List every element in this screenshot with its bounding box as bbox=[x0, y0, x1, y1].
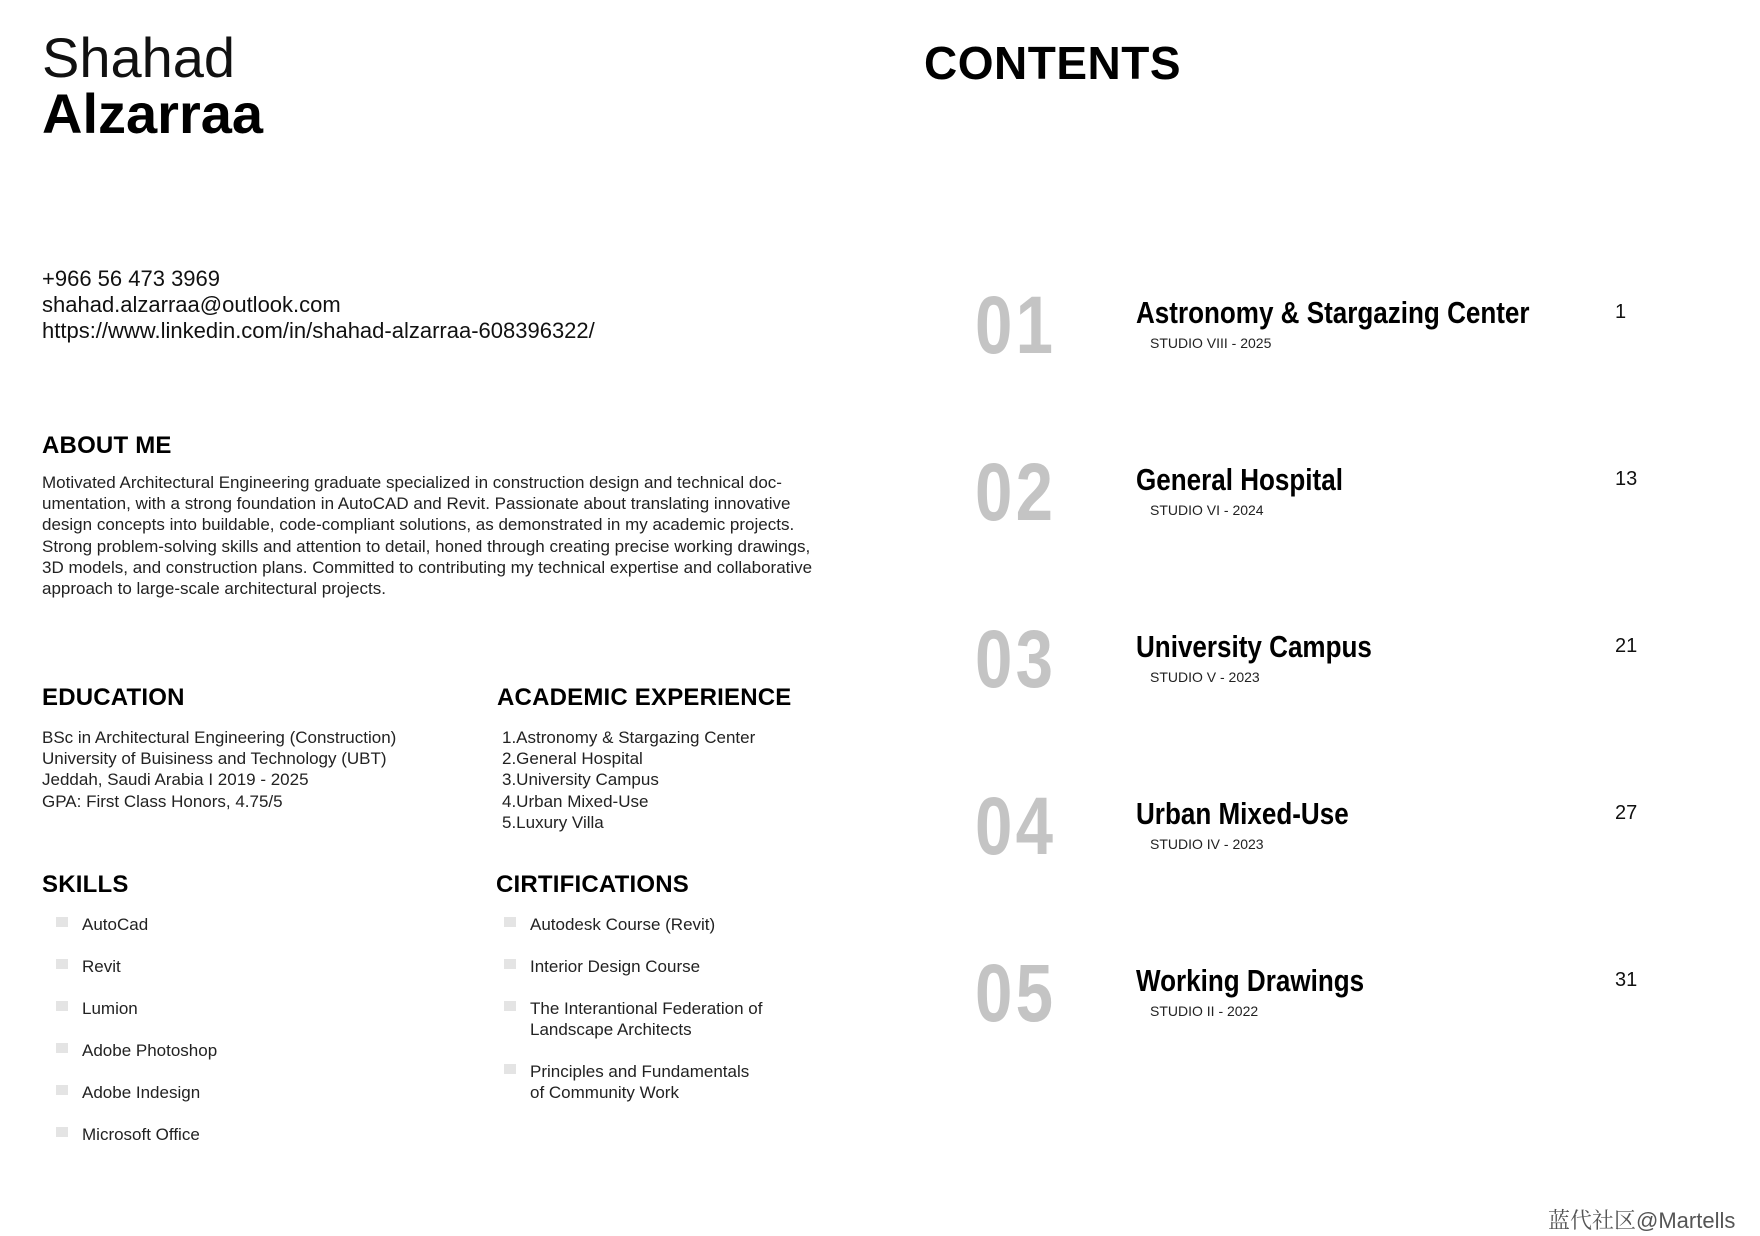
academic-item: 1.Astronomy & Stargazing Center bbox=[502, 728, 756, 747]
skill-item bbox=[42, 956, 217, 977]
education-line: BSc in Architectural Engineering (Construction) bbox=[42, 728, 397, 747]
skill-item bbox=[42, 1040, 217, 1061]
contact-block bbox=[42, 266, 595, 344]
toc-page-number: 31 bbox=[1615, 969, 1638, 991]
skill-label: Adobe Indesign bbox=[82, 1083, 201, 1102]
certification-item bbox=[490, 914, 762, 935]
toc-number: 05 bbox=[975, 948, 1057, 1039]
toc-entry[interactable] bbox=[975, 948, 1675, 1053]
skill-label: Adobe Photoshop bbox=[82, 1041, 218, 1060]
skill-label: Lumion bbox=[82, 999, 138, 1018]
academic-list bbox=[502, 727, 755, 833]
toc-title: Working Drawings bbox=[1136, 963, 1365, 998]
skill-item bbox=[42, 998, 217, 1019]
bullet-square-icon bbox=[56, 917, 68, 927]
toc-number: 02 bbox=[975, 447, 1057, 538]
about-title: ABOUT ME bbox=[42, 432, 172, 459]
linkedin-url: https://www.linkedin.com/in/shahad-alzarraa-608396322/ bbox=[42, 318, 595, 343]
toc-studio: STUDIO II - 2022 bbox=[1150, 1003, 1259, 1019]
first-name: Shahad bbox=[42, 26, 236, 89]
bullet-square-icon bbox=[56, 1127, 68, 1137]
toc-studio: STUDIO IV - 2023 bbox=[1150, 836, 1264, 852]
certification-item bbox=[490, 998, 762, 1040]
certification-label: The Interantional Federation of bbox=[530, 999, 763, 1018]
toc-entry[interactable] bbox=[975, 614, 1675, 719]
toc-studio: STUDIO V - 2023 bbox=[1150, 669, 1260, 685]
toc-studio: STUDIO VI - 2024 bbox=[1150, 502, 1264, 518]
skill-item bbox=[42, 1082, 217, 1103]
toc-number: 01 bbox=[975, 280, 1057, 371]
skill-label: Microsoft Office bbox=[82, 1125, 200, 1144]
bullet-square-icon bbox=[56, 1001, 68, 1011]
toc-page-number: 1 bbox=[1615, 301, 1627, 323]
toc-title: Astronomy & Stargazing Center bbox=[1136, 295, 1530, 330]
academic-item: 4.Urban Mixed-Use bbox=[502, 791, 649, 811]
toc-studio: STUDIO VIII - 2025 bbox=[1150, 335, 1272, 351]
skill-item bbox=[42, 914, 217, 935]
skill-label: AutoCad bbox=[82, 915, 149, 934]
toc-entry[interactable] bbox=[975, 781, 1675, 886]
academic-title: ACADEMIC EXPERIENCE bbox=[497, 684, 792, 711]
about-line: design concepts into buildable, code-compliant solutions, as demonstrated in my academic projects. bbox=[42, 515, 795, 535]
certification-label-line2: of Community Work bbox=[530, 1083, 679, 1102]
skill-label: Revit bbox=[82, 957, 121, 976]
bullet-square-icon bbox=[504, 1001, 516, 1011]
toc-page-number: 13 bbox=[1615, 468, 1638, 490]
bullet-square-icon bbox=[56, 1085, 68, 1095]
education-title: EDUCATION bbox=[42, 684, 185, 711]
certification-label: Autodesk Course (Revit) bbox=[530, 915, 716, 934]
skill-item bbox=[42, 1124, 217, 1145]
watermark-text: 蓝代社区@Martells bbox=[1548, 1208, 1736, 1233]
certification-item bbox=[490, 956, 762, 977]
about-line: Motivated Architectural Engineering graduate specialized in construction design and technical doc- bbox=[42, 473, 782, 492]
certifications-list bbox=[490, 914, 762, 1103]
education-line: Jeddah, Saudi Arabia I 2019 - 2025 bbox=[42, 770, 309, 790]
certifications-title: CIRTIFICATIONS bbox=[496, 871, 690, 898]
about-line: 3D models, and construction plans. Committed to contributing my technical expertise and collaborative bbox=[42, 557, 813, 577]
toc-entry[interactable] bbox=[975, 280, 1675, 385]
about-line: umentation, with a strong foundation in AutoCAD and Revit. Passionate about translating innovative bbox=[42, 494, 791, 514]
toc-title: Urban Mixed-Use bbox=[1136, 796, 1349, 831]
about-line: approach to large-scale architectural projects. bbox=[42, 579, 386, 599]
toc-entry[interactable] bbox=[975, 447, 1675, 552]
education-line: University of Buisiness and Technology (UBT) bbox=[42, 749, 387, 769]
certification-item bbox=[490, 1061, 762, 1103]
education-line: GPA: First Class Honors, 4.75/5 bbox=[42, 791, 283, 811]
skills-title: SKILLS bbox=[42, 871, 129, 898]
education-list bbox=[42, 727, 396, 812]
bullet-square-icon bbox=[56, 959, 68, 969]
toc-title: University Campus bbox=[1136, 629, 1372, 664]
toc-number: 03 bbox=[975, 614, 1057, 705]
toc-title: General Hospital bbox=[1136, 462, 1343, 497]
phone-number: +966 56 473 3969 bbox=[42, 266, 221, 291]
certification-label-line2: Landscape Architects bbox=[530, 1020, 692, 1039]
certification-label: Interior Design Course bbox=[530, 957, 701, 976]
academic-item: 2.General Hospital bbox=[502, 749, 643, 769]
bullet-square-icon bbox=[504, 1064, 516, 1074]
bullet-square-icon bbox=[504, 959, 516, 969]
academic-item: 5.Luxury Villa bbox=[502, 812, 604, 832]
bullet-square-icon bbox=[56, 1043, 68, 1053]
contents-title: CONTENTS bbox=[924, 37, 1181, 89]
email-address: shahad.alzarraa@outlook.com bbox=[42, 292, 341, 317]
bullet-square-icon bbox=[504, 917, 516, 927]
toc-page-number: 27 bbox=[1615, 802, 1638, 824]
toc-number: 04 bbox=[975, 781, 1057, 872]
last-name: Alzarraa bbox=[42, 82, 264, 145]
about-line: Strong problem-solving skills and attention to detail, honed through creating precise working drawings, bbox=[42, 536, 811, 556]
academic-item: 3.University Campus bbox=[502, 770, 659, 790]
certification-label: Principles and Fundamentals bbox=[530, 1062, 750, 1081]
toc-page-number: 21 bbox=[1615, 635, 1638, 657]
about-text bbox=[42, 472, 842, 599]
skills-list bbox=[42, 914, 217, 1145]
